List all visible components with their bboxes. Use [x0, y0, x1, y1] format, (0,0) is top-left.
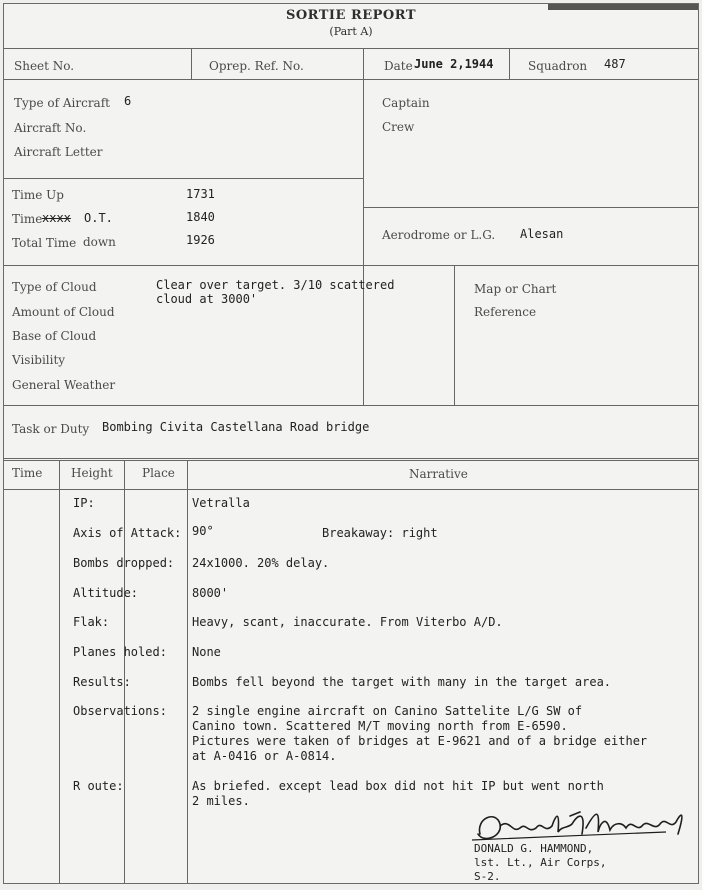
column-place-header: Place [142, 466, 175, 480]
planes-holed-value: None [192, 645, 221, 659]
signatory-rank: lst. Lt., Air Corps, [474, 856, 607, 869]
sortie-report-page [3, 3, 699, 884]
rule-col-place [187, 460, 188, 883]
visibility-label: Visibility [12, 353, 66, 367]
bombs-label: Bombs dropped: [73, 556, 175, 570]
task-or-duty-label: Task or Duty [12, 422, 90, 436]
total-time-down-text: down [83, 235, 116, 249]
time-label: Time [12, 212, 43, 226]
captain-label: Captain [382, 96, 430, 110]
time-up-value: 1731 [186, 187, 215, 201]
reference-label: Reference [474, 305, 537, 319]
results-value: Bombs fell beyond the target with many in the target area. [192, 675, 612, 689]
rule-crew-row [363, 207, 698, 208]
total-time-value: 1926 [186, 233, 215, 247]
squadron-label: Squadron [528, 59, 588, 73]
rule-squadron-divider [509, 48, 510, 79]
planes-holed-label: Planes holed: [73, 645, 167, 659]
rule-aircraft-row [4, 178, 363, 179]
column-time-header: Time [12, 466, 43, 480]
breakaway-value: Breakaway: right [322, 526, 438, 540]
aerodrome-label: Aerodrome or L.G. [382, 228, 496, 242]
rule-map-divider [454, 265, 455, 405]
rule-col-time [59, 460, 60, 883]
column-height-header: Height [71, 466, 113, 480]
total-time-label: Total Time [12, 236, 77, 250]
rule-sheet-row [4, 79, 698, 80]
task-value: Bombing Civita Castellana Road bridge [102, 420, 370, 434]
signatory-office: S-2. [474, 870, 501, 883]
altitude-label: Altitude: [73, 586, 139, 600]
amount-of-cloud-label: Amount of Cloud [12, 305, 115, 319]
axis-value: 90° [192, 524, 214, 538]
observations-label: Observations: [73, 704, 167, 718]
rule-weather-row [4, 405, 698, 406]
bombs-value: 24x1000. 20% delay. [192, 556, 330, 570]
signatory-name: DONALD G. HAMMOND, [474, 842, 594, 855]
flak-value: Heavy, scant, inaccurate. From Viterbo A/D. [192, 615, 503, 629]
observations-line-4: at A-0416 or A-0814. [192, 749, 337, 763]
map-or-chart-label: Map or Chart [474, 282, 557, 296]
sheet-no-label: Sheet No. [14, 59, 75, 73]
aircraft-letter-label: Aircraft Letter [14, 145, 103, 159]
rule-column-head [4, 489, 698, 490]
results-label: Results: [73, 675, 131, 689]
altitude-value: 8000' [192, 586, 229, 600]
route-line-1: As briefed. except lead box did not hit IP but went north [192, 779, 604, 793]
base-of-cloud-label: Base of Cloud [12, 329, 97, 343]
observations-line-3: Pictures were taken of bridges at E-9621 and of a bridge either [192, 734, 648, 748]
weather-line-1: Clear over target. 3/10 scattered [156, 278, 395, 292]
ip-label: IP: [73, 496, 95, 510]
flak-label: Flak: [73, 615, 110, 629]
time-ot-value: 1840 [186, 210, 215, 224]
type-of-aircraft-value: 6 [124, 94, 132, 108]
column-narrative-header: Narrative [409, 467, 468, 481]
weather-line-2: cloud at 3000' [156, 292, 258, 306]
report-title: SORTIE REPORT [285, 8, 417, 23]
rule-sheet-divider [191, 48, 192, 79]
time-ot-suffix: O.T. [84, 211, 113, 225]
rule-task-row [4, 458, 698, 461]
squadron-value: 487 [604, 57, 626, 71]
axis-label: Axis of Attack: [73, 526, 182, 540]
oprep-ref-label: Oprep. Ref. No. [209, 59, 304, 73]
date-label: Date [384, 59, 413, 73]
route-label: R oute: [73, 779, 124, 793]
type-of-aircraft-label: Type of Aircraft [14, 96, 110, 110]
report-subtitle: (Part A) [329, 25, 373, 38]
type-of-cloud-label: Type of Cloud [12, 280, 97, 294]
date-value: June 2,1944 [414, 57, 494, 71]
aerodrome-value: Alesan [520, 227, 564, 241]
rule-center-divider [363, 48, 364, 405]
crew-label: Crew [382, 120, 415, 134]
observations-line-2: Canino town. Scattered M/T moving north from E-6590. [192, 719, 568, 733]
rule-top [4, 48, 698, 49]
ip-value: Vetralla [192, 496, 250, 510]
time-struck-text: xxxx [42, 211, 71, 225]
rule-time-row [4, 265, 698, 266]
time-up-label: Time Up [12, 188, 64, 202]
observations-line-1: 2 single engine aircraft on Canino Sattelite L/G SW of [192, 704, 583, 718]
rule-col-height [124, 460, 125, 883]
general-weather-label: General Weather [12, 378, 116, 392]
route-line-2: 2 miles. [192, 794, 250, 808]
aircraft-no-label: Aircraft No. [14, 121, 87, 135]
